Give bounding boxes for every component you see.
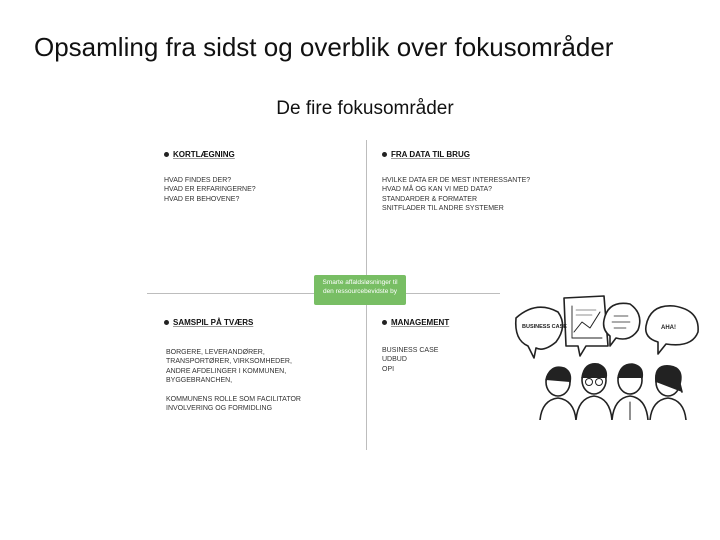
list-item: HVILKE DATA ER DE MEST INTERESSANTE?: [382, 177, 531, 184]
person-4-icon: [650, 366, 686, 420]
list-item: INVOLVERING OG FORMIDLING: [166, 405, 273, 413]
list-item: HVAD ER BEHOVENE?: [164, 195, 240, 203]
bullet-icon: [164, 152, 169, 157]
list-item: UDBUD: [382, 356, 407, 364]
list-item: SNITFLADER TIL ANDRE SYSTEMER: [382, 205, 504, 213]
quadrant-list-fra-data-til-brug: [382, 176, 530, 214]
center-box-line-2: den ressourcebevidste by: [322, 288, 398, 295]
list-item: BORGERE, LEVERANDØRER,: [166, 349, 265, 356]
chart-board-icon: [564, 296, 608, 356]
bubble-right-text: AHA!: [661, 325, 676, 331]
list-item: TRANSPORTØRER, VIRKSOMHEDER,: [166, 358, 292, 366]
list-item: HVAD MÅ OG KAN VI MED DATA?: [382, 186, 493, 194]
bullet-icon: [382, 320, 387, 325]
list-item: HVAD FINDES DER?: [164, 177, 232, 184]
center-box-line-1: Smarte affaldsløsninger til: [322, 279, 398, 286]
question-bubble-icon: [604, 303, 640, 346]
list-spacer: [166, 386, 301, 395]
list-item: BYGGEBRANCHEN,: [166, 377, 233, 385]
quadrant-heading-fra-data-til-brug: FRA DATA TIL BRUG: [382, 150, 470, 159]
bubble-left-text: BUSINESS CASE: [522, 324, 567, 330]
center-focus-box: [314, 275, 406, 305]
quadrant-list-samspil: [166, 348, 301, 413]
quadrant-heading-management: MANAGEMENT: [382, 318, 449, 327]
bullet-icon: [164, 320, 169, 325]
list-item: HVAD ER ERFARINGERNE?: [164, 186, 256, 194]
bullet-icon: [382, 152, 387, 157]
list-item: OPI: [382, 365, 395, 373]
quadrant-heading-samspil: SAMSPIL PÅ TVÆRS: [164, 318, 253, 327]
list-item: ANDRE AFDELINGER I KOMMUNEN,: [166, 367, 287, 375]
slide-title: Opsamling fra sidst og overblik over fokusområder: [34, 32, 614, 62]
person-2-icon: [576, 364, 612, 420]
quadrant-heading-kortlaegning: KORTLÆGNING: [164, 150, 235, 159]
speech-bubble-left: [516, 307, 563, 358]
list-item: BUSINESS CASE: [382, 347, 439, 354]
quadrant-list-kortlaegning: [164, 176, 256, 204]
list-item: KOMMUNENS ROLLE SOM FACILITATOR: [166, 395, 301, 403]
people-illustration: [506, 286, 706, 420]
quadrant-list-management: [382, 346, 438, 374]
person-3-icon: [612, 364, 648, 420]
list-item: STANDARDER & FORMATER: [382, 195, 478, 203]
person-1-icon: [540, 367, 576, 420]
slide-subtitle: De fire fokusområder: [276, 98, 454, 119]
